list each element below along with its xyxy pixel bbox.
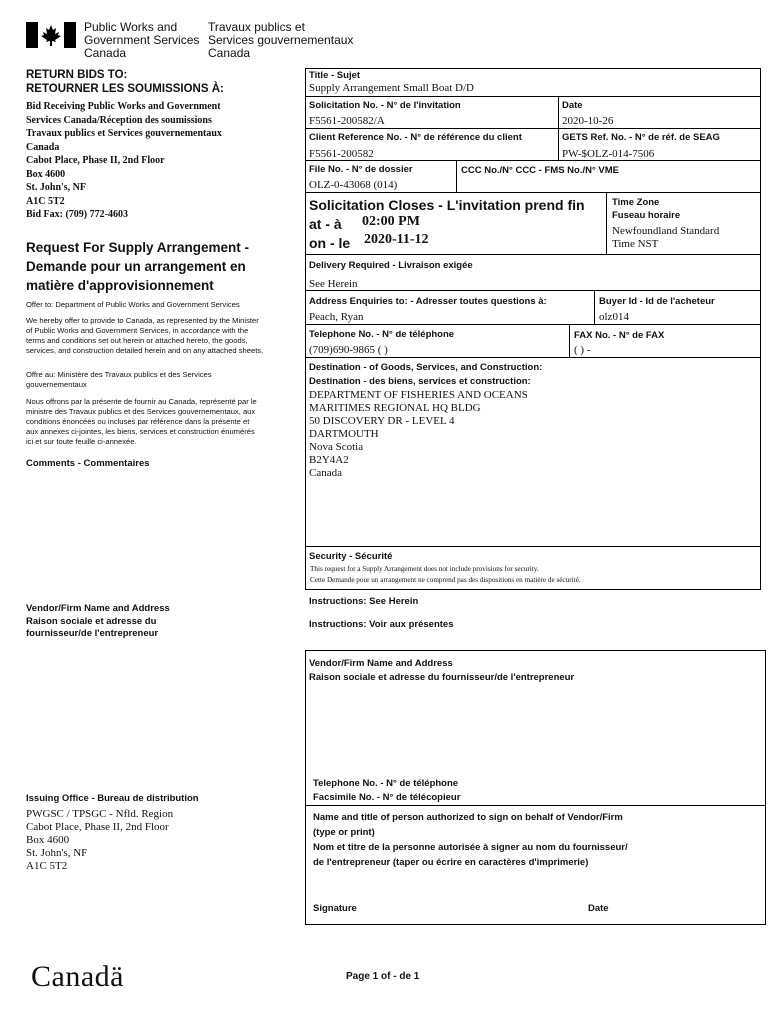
closing-time-value: 02:00 PM: [362, 214, 420, 229]
canada-wordmark: Canadä: [31, 960, 124, 993]
comments-label: Comments - Commentaires: [26, 458, 150, 469]
department-name-en: Public Works and Government Services Canada: [84, 20, 200, 60]
solicitation-cell: Solicitation No. - N° de l'invitation F5561-200582/A: [305, 96, 559, 129]
closing-date-value: 2020-11-12: [364, 232, 429, 247]
solicitation-closes-cell: Solicitation Closes - L'invitation prend fin at - à 02:00 PM on - le 2020-11-12: [305, 192, 607, 255]
enquiries-value: Peach, Ryan: [309, 311, 364, 323]
page-number: Page 1 of - de 1: [346, 971, 420, 982]
gets-value: PW-$OLZ-014-7506: [562, 148, 655, 160]
vendor-left-label: Vendor/Firm Name and Address Raison sociale et adresse du fournisseur/de l'entrepreneur: [26, 603, 170, 639]
gets-cell: GETS Ref. No. - N° de réf. de SEAG PW-$OLZ-014-7506: [558, 128, 761, 161]
file-cell: File No. - N° de dossier OLZ-0-43068 (014): [305, 160, 457, 193]
solicitation-value: F5561-200582/A: [309, 115, 385, 127]
client-ref-cell: Client Reference No. - N° de référence du client F5561-200582: [305, 128, 559, 161]
department-name-fr: Travaux publics et Services gouvernementaux Canada: [208, 20, 354, 60]
instructions-en: Instructions: See Herein: [309, 596, 419, 607]
client-ref-value: F5561-200582: [309, 148, 374, 160]
vendor-firm-box[interactable]: Vendor/Firm Name and Address Raison sociale et adresse du fournisseur/de l'entrepreneur Telephone No. - N° de téléphone Facsimile No. - N° de télécopieur: [305, 650, 766, 806]
fax-value: ( ) -: [574, 344, 591, 356]
phone-cell: Telephone No. - N° de téléphone (709)690-9865 ( ): [305, 324, 570, 358]
signatory-labels: Name and title of person authorized to sign on behalf of Vendor/Firm (type or print) Nom et titre de la personne autorisée à signer au nom du fournisseur/ de l'entrepreneur (taper ou écrire en caractères d'imprimerie): [313, 812, 628, 868]
time-zone-cell: Time Zone Fuseau horaire Newfoundland Standard Time NST: [606, 192, 761, 255]
security-cell: Security - Sécurité This request for a Supply Arrangement does not include provisions for security. Cette Demande pour un arrangement ne comprend pas des dispositions en matière de sécurité.: [305, 546, 761, 590]
return-bids-address: Bid Receiving Public Works and Government Services Canada/Réception des soumissions Travaux publics et Services gouvernementaux Canada Cabot Place, Phase II, 2nd Floor Box 4600 St. John's, NF A1C 5T2 Bid Fax: (709) 772-4603: [26, 101, 222, 220]
government-flag-logo: [26, 22, 76, 48]
return-bids-title: RETURN BIDS TO: RETOURNER LES SOUMISSIONS À:: [26, 69, 224, 95]
instructions-fr: Instructions: Voir aux présentes: [309, 619, 454, 630]
ccc-cell: CCC No./N° CCC - FMS No./N° VME: [456, 160, 761, 193]
time-zone-value: Newfoundland Standard: [612, 225, 720, 237]
signature-date-label: Date: [588, 903, 609, 914]
issuing-office-label: Issuing Office - Bureau de distribution: [26, 793, 199, 804]
date-cell: Date 2020-10-26: [558, 96, 761, 129]
phone-value: (709)690-9865 ( ): [309, 344, 388, 356]
title-cell: Title - Sujet Supply Arrangement Small Boat D/D: [305, 68, 761, 97]
title-value: Supply Arrangement Small Boat D/D: [309, 82, 474, 94]
delivery-cell: Delivery Required - Livraison exigée See Herein: [305, 254, 761, 291]
signatory-box[interactable]: [305, 805, 766, 925]
destination-address: DEPARTMENT OF FISHERIES AND OCEANS MARITIMES REGIONAL HQ BLDG 50 DISCOVERY DR - LEVEL 4 DARTMOUTH Nova Scotia B2Y4A2 Canada: [309, 389, 528, 479]
signature-label: Signature: [313, 903, 357, 914]
date-value: 2020-10-26: [562, 115, 614, 127]
offer-en-text: We hereby offer to provide to Canada, as represented by the Minister of Public Works and Government Services, in accordance with the terms and conditions set out herein or attached hereto, the goods, services, and construction detailed herein and on any attached sheets.: [26, 316, 264, 355]
offre-au-text: Offre au: Ministère des Travaux publics et des Services gouvernementaux: [26, 370, 212, 389]
issuing-office-address: PWGSC / TPSGC - Nfld. Region Cabot Place, Phase II, 2nd Floor Box 4600 St. John's, NF A1C 5T2: [26, 808, 174, 872]
buyer-id-value: olz014: [599, 311, 629, 323]
delivery-value: See Herein: [309, 278, 358, 290]
offer-fr-text: Nous offrons par la présente de fournir au Canada, représenté par le ministre des Travaux publics et des Services gouvernementaux, aux conditions énoncées ou incluses par référence dans la présente et aux annexes ci-jointes, les biens, services et construction énumérés ici et sur toute feuille ci-annexée.: [26, 397, 257, 446]
offer-to-text: Offer to: Department of Public Works and Government Services: [26, 300, 240, 309]
request-title: Request For Supply Arrangement - Demande pour un arrangement en matière d'approvisionnement: [26, 240, 250, 293]
buyer-id-cell: Buyer Id - Id de l'acheteur olz014: [594, 290, 761, 325]
enquiries-cell: Address Enquiries to: - Adresser toutes questions à: Peach, Ryan: [305, 290, 595, 325]
fax-cell: FAX No. - N° de FAX ( ) -: [569, 324, 761, 358]
file-value: OLZ-0-43068 (014): [309, 179, 398, 191]
destination-cell: Destination - of Goods, Services, and Construction: Destination - des biens, services et construction: DEPARTMENT OF FISHERIES AND OCEANS MARITIMES REGIONAL HQ BLDG 50 DISCOVERY DR - LEVEL 4 DARTMOUTH Nova Scotia B2Y4A2 Canada: [305, 357, 761, 547]
